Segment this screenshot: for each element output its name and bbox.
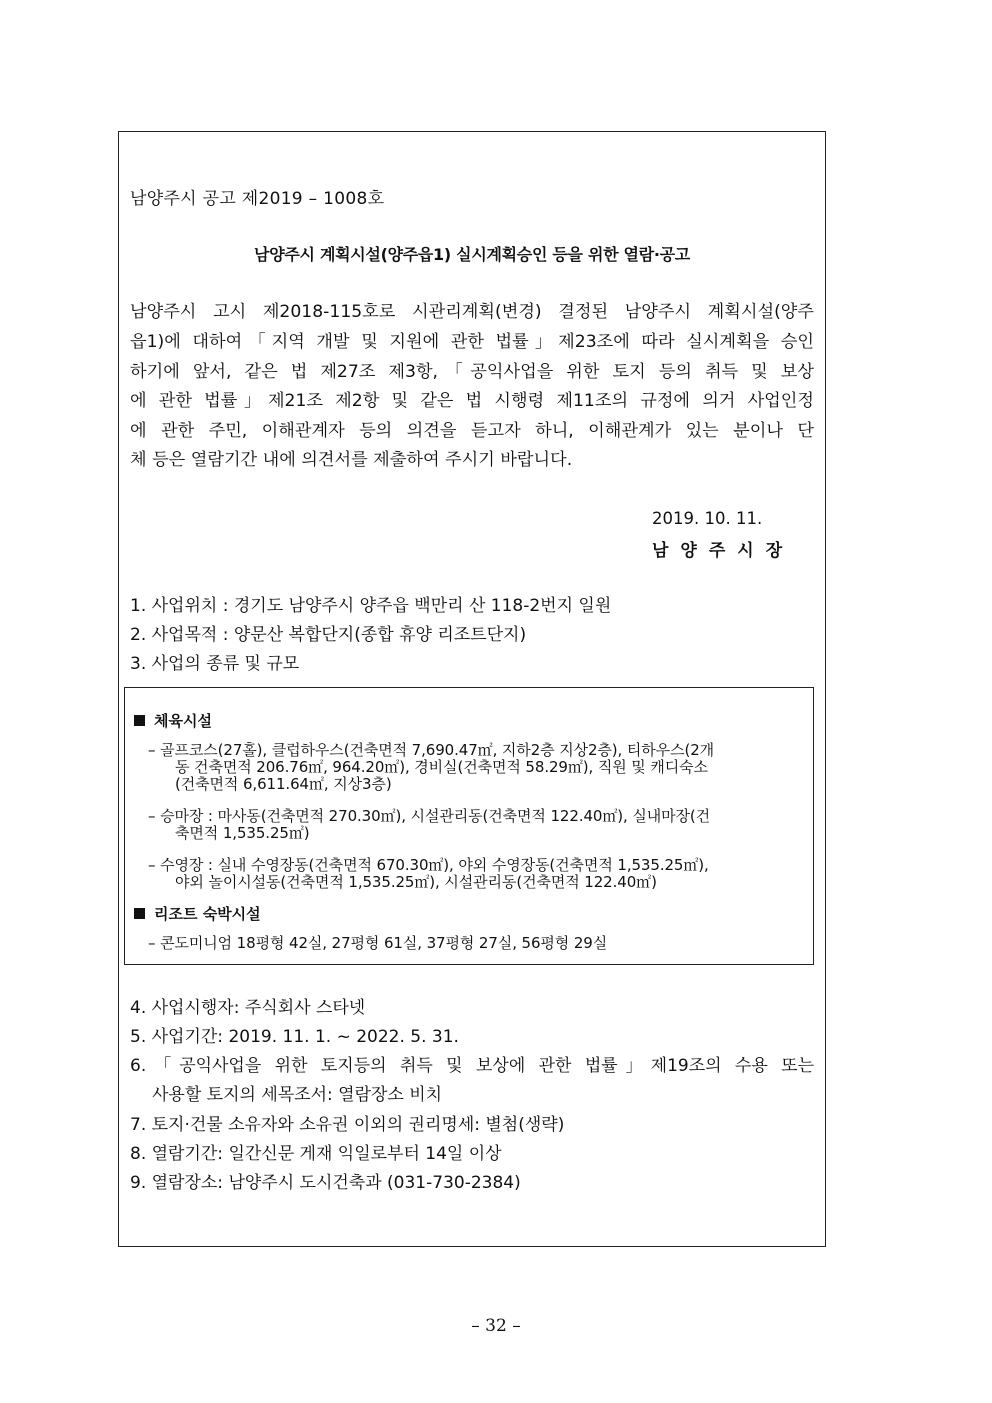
condo-line: – 콘도미니엄 18평형 42실, 27평형 61실, 37평형 27실, 56평형 29실	[148, 934, 608, 952]
resort-facility-heading	[134, 903, 261, 924]
body-line: 읍1)에 대하여「지역 개발 및 지원에 관한 법률」제23조에 따라 실시계획을 승인	[130, 332, 814, 352]
item-period: 5. 사업기간: 2019. 11. 1. ~ 2022. 5. 31.	[130, 1027, 459, 1047]
body-line: 에 관한 주민, 이해관계자 등의 의견을 듣고자 하니, 이해관계가 있는 분이나 단	[130, 421, 814, 441]
item-inspection-period: 8. 열람기간: 일간신문 게재 익일로부터 14일 이상	[130, 1144, 502, 1164]
square-bullet-icon	[134, 908, 145, 919]
golf-line: 동 건축면적 206.76㎡, 964.20㎡), 경비실(건축면적 58.29㎡), 직원 및 캐디숙소	[175, 758, 708, 776]
pool-line: 야외 놀이시설동(건축면적 1,535.25㎡), 시설관리동(건축면적 122.40㎡)	[175, 873, 657, 891]
square-bullet-icon	[134, 715, 145, 726]
item-land-details-cont: 사용할 토지의 세목조서: 열람장소 비치	[152, 1085, 443, 1105]
item-rights: 7. 토지·건물 소유자와 소유권 이외의 권리명세: 별첨(생략)	[130, 1115, 565, 1135]
body-line: 에 관한 법률」제21조 제2항 및 같은 법 시행령 제11조의 규정에 의거 사업인정	[130, 391, 814, 411]
item-land-details: 6.「공익사업을 위한 토지등의 취득 및 보상에 관한 법률」제19조의 수용 또는	[130, 1056, 814, 1076]
body-line: 체 등은 열람기간 내에 의견서를 제출하여 주시기 바랍니다.	[130, 450, 573, 470]
item-location: 1. 사업위치 : 경기도 남양주시 양주읍 백만리 산 118-2번지 일원	[130, 596, 612, 616]
item-inspection-place: 9. 열람장소: 남양주시 도시건축과 (031-730-2384)	[130, 1173, 521, 1193]
heading-label: 리조트 숙박시설	[154, 905, 261, 923]
notice-date: 2019. 10. 11.	[652, 509, 763, 528]
horse-line: 축면적 1,535.25㎡)	[175, 824, 310, 842]
signer-name: 남양주시장	[652, 541, 795, 561]
heading-label: 체육시설	[154, 712, 212, 730]
item-operator: 4. 사업시행자: 주식회사 스타넷	[130, 998, 366, 1018]
notice-number: 남양주시 공고 제2019 – 1008호	[130, 189, 385, 209]
item-purpose: 2. 사업목적 : 양문산 복합단지(종합 휴양 리조트단지)	[130, 625, 527, 645]
horse-line: – 승마장 : 마사동(건축면적 270.30㎡), 시설관리동(건축면적 122.40㎡), 실내마장(건	[148, 807, 711, 825]
body-line: 남양주시 고시 제2018-115호로 시관리계획(변경) 결정된 남양주시 계획시설(양주	[130, 302, 814, 322]
pool-line: – 수영장 : 실내 수영장동(건축면적 670.30㎡), 야외 수영장동(건축면적 1,535.25㎡),	[148, 856, 709, 874]
golf-line: – 골프코스(27홀), 클럽하우스(건축면적 7,690.47㎡, 지하2층 지상2층), 티하우스(2개	[148, 741, 715, 759]
body-line: 하기에 앞서, 같은 법 제27조 제3항,「공익사업을 위한 토지 등의 취득 및 보상	[130, 362, 814, 382]
golf-line: (건축면적 6,611.64㎡, 지상3층)	[175, 775, 392, 793]
notice-title: 남양주시 계획시설(양주읍1) 실시계획승인 등을 위한 열람·공고	[254, 245, 690, 264]
item-type-scale: 3. 사업의 종류 및 규모	[130, 654, 300, 674]
sports-facility-heading	[134, 710, 212, 731]
page-number: – 32 –	[471, 1316, 521, 1336]
